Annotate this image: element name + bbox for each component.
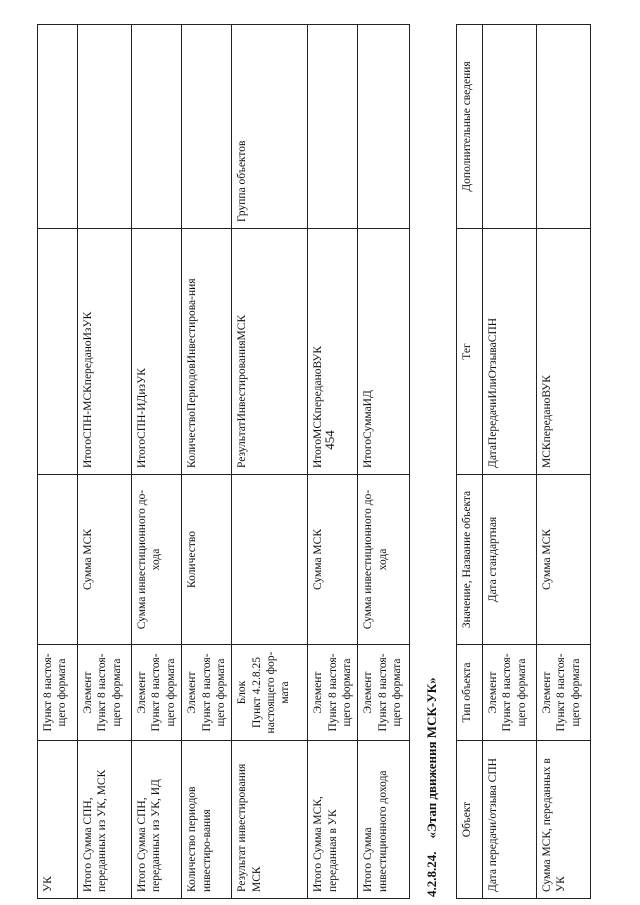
type-cell: Элемент Пункт 8 настоя-щего формата [182, 645, 232, 741]
extra-cell [358, 25, 410, 229]
tag-cell: ИтогоСПН-ИДизУК [132, 229, 182, 475]
extra-cell [78, 25, 132, 229]
section-number: 4.2.8.24. [424, 851, 439, 897]
header-extra: Дополнительные сведения [457, 25, 483, 229]
value-cell: Количество [182, 475, 232, 645]
page-number: 454 [322, 430, 337, 450]
table-row [308, 25, 358, 899]
header-tag: Тег [457, 229, 483, 475]
value-cell: Сумма инвестиционного до-хода [358, 475, 410, 645]
table-row [182, 25, 232, 899]
extra-cell [308, 25, 358, 229]
object-cell: Количество периодов инвестиро-вания [182, 741, 232, 899]
type-cell: Элемент Пункт 8 настоя-щего формата [308, 645, 358, 741]
header-value: Значение, Название объекта [457, 475, 483, 645]
object-cell: УК [38, 741, 78, 899]
type-cell: Элемент Пункт 8 настоя-щего формата [132, 645, 182, 741]
table-row [78, 25, 132, 899]
tag-cell: ДатаПередачиИлиОтзываСПН [483, 229, 537, 475]
tag-cell: КоличествоПериодовИнвестирова-ния [182, 229, 232, 475]
value-cell: Дата стандартная [483, 475, 537, 645]
tag-cell: ИтогоСуммаИД [358, 229, 410, 475]
tag-cell: МСКпереданоВУК [537, 229, 591, 475]
type-cell: Элемент Пункт 8 настоя-щего формата [483, 645, 537, 741]
section-title: «Этап движения МСК-УК» [424, 677, 439, 839]
tag-cell: ИтогоСПН-МСКпереданоИзУК [78, 229, 132, 475]
section-heading [424, 677, 440, 897]
table-continuation [37, 24, 410, 899]
extra-cell [182, 25, 232, 229]
object-cell: Итого Сумма МСК, переданная в УК [308, 741, 358, 899]
stage-table [456, 24, 591, 899]
value-cell: Сумма МСК [78, 475, 132, 645]
header-type: Тип объекта [457, 645, 483, 741]
table-row [38, 25, 78, 899]
type-cell: Блок Пункт 4.2.8.25 настоящего фор-мата [232, 645, 308, 741]
header-object: Объект [457, 741, 483, 899]
table-row [232, 25, 308, 899]
value-cell: Сумма инвестиционного до-хода [132, 475, 182, 645]
object-cell: Сумма МСК, переданных в УК [537, 741, 591, 899]
type-cell: Элемент Пункт 8 настоя-щего формата [78, 645, 132, 741]
type-cell: Элемент Пункт 8 настоя-щего формата [358, 645, 410, 741]
extra-cell [537, 25, 591, 229]
extra-cell [38, 25, 78, 229]
extra-cell: Группа объектов [232, 25, 308, 229]
object-cell: Итого Сумма СПН, переданных из УК, ИД [132, 741, 182, 899]
extra-cell [132, 25, 182, 229]
table-row [483, 25, 537, 899]
table-header-row [457, 25, 483, 899]
object-cell: Итого Сумма СПН, переданных из УК, МСК [78, 741, 132, 899]
value-cell: Сумма МСК [537, 475, 591, 645]
table-row [358, 25, 410, 899]
tag-cell [38, 229, 78, 475]
extra-cell [483, 25, 537, 229]
table-row [132, 25, 182, 899]
value-cell [232, 475, 308, 645]
object-cell: Дата передачи/отзыва СПН [483, 741, 537, 899]
object-cell: Итого Сумма инвестиционного дохода [358, 741, 410, 899]
value-cell: Сумма МСК [308, 475, 358, 645]
object-cell: Результат инвестирования МСК [232, 741, 308, 899]
value-cell [38, 475, 78, 645]
tag-cell: РезультатИнвестированияМСК [232, 229, 308, 475]
type-cell: Элемент Пункт 8 настоя-щего формата [537, 645, 591, 741]
tag-cell: ИтогоМСКпереданоВУК [308, 229, 358, 475]
type-cell: Пункт 8 настоя-щего формата [38, 645, 78, 741]
table-row [537, 25, 591, 899]
